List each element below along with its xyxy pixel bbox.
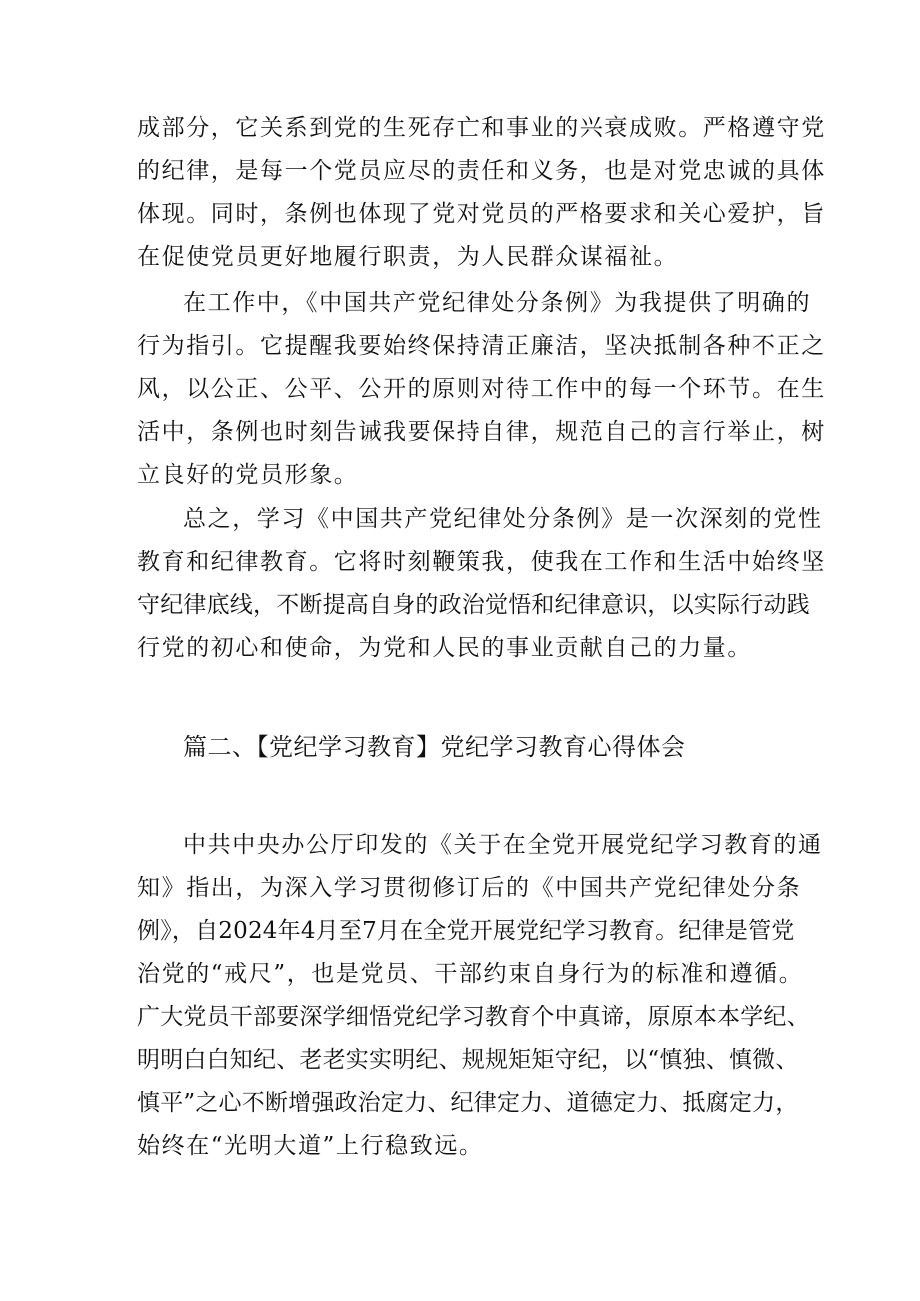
text-line: 治党的“戒尺”，也是党员、干部约束自身行为的标准和遵循。 [137,961,804,987]
text-line: 的纪律，是每一个党员应尽的责任和义务，也是对党忠诚的具体 [137,158,826,184]
text-line: 知》指出，为深入学习贯彻修订后的《中国共产党纪律处分条 [137,875,802,901]
text-line: 守纪律底线，不断提高自身的政治觉悟和纪律意识，以实际行动践 [137,592,810,618]
paragraph-work-life [137,282,826,497]
text-line: 始终在“光明大道”上行稳致远。 [137,1133,484,1159]
text-line: 行为指引。它提醒我要始终保持清正廉洁，坚决抵制各种不正之 [137,333,826,359]
text-line: 例》，自2024年4月至7月在全党开展党纪学习教育。纪律是管党 [137,918,795,944]
text-line: 活中，条例也时刻告诫我要保持自律，规范自己的言行举止，树 [137,419,826,445]
section-heading: 篇二、【党纪学习教育】党纪学习教育心得体会 [183,733,686,761]
paragraph-notice [137,824,823,1168]
text-line: 总之，学习《中国共产党纪律处分条例》是一次深刻的党性 [183,506,823,532]
text-line: 中共中央办公厅印发的《关于在全党开展党纪学习教育的通 [183,832,823,858]
text-line: 在促使党员更好地履行职责，为人民群众谋福祉。 [137,244,679,270]
text-line: 立良好的党员形象。 [137,462,359,488]
text-line: 明明白白知纪、老老实实明纪、规规矩矩守纪，以“慎独、慎微、 [137,1047,799,1073]
text-line: 风，以公正、公平、公开的原则对待工作中的每一个环节。在生 [137,376,826,402]
text-line: 慎平”之心不断增强政治定力、纪律定力、道德定力、抵腐定力， [137,1090,799,1116]
text-line: 广大党员干部要深学细悟党纪学习教育个中真谛，原原本本学纪、 [137,1004,810,1030]
paragraph-conclusion [137,498,826,670]
text-line: 在工作中，《中国共产党纪律处分条例》为我提供了明确的 [183,290,812,316]
text-line: 行党的初心和使命，为党和人民的事业贡献自己的力量。 [137,635,752,661]
text-line: 教育和纪律教育。它将时刻鞭策我，使我在工作和生活中始终坚 [137,549,826,575]
paragraph-discipline-significance [137,107,826,279]
text-line: 成部分，它关系到党的生死存亡和事业的兴衰成败。严格遵守党 [137,115,826,141]
text-line: 体现。同时，条例也体现了党对党员的严格要求和关心爱护，旨 [137,201,826,227]
